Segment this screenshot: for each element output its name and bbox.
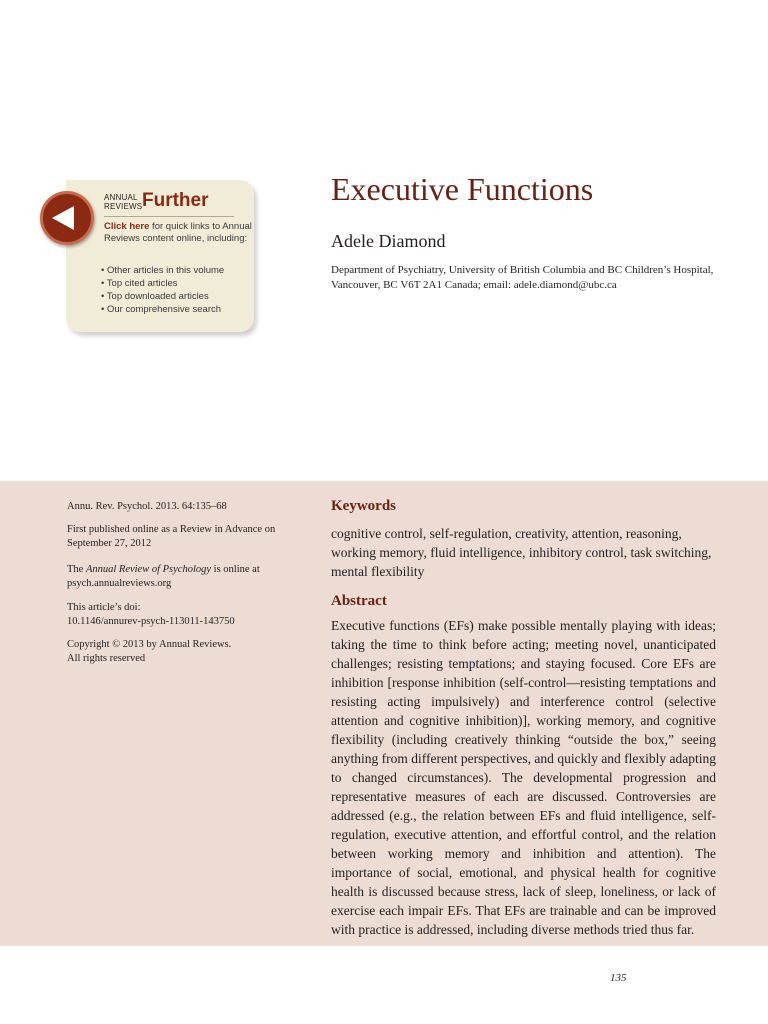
online-prefix: The: [67, 564, 86, 575]
logo-line2: REVIEWS: [104, 202, 143, 211]
citation: Annu. Rev. Psychol. 2013. 64:135–68: [67, 501, 227, 512]
further-divider: [104, 216, 234, 217]
further-link-other-articles[interactable]: • Other articles in this volume: [101, 265, 225, 276]
author-name: Adele Diamond: [331, 231, 446, 251]
doi-label: This article’s doi:: [67, 602, 141, 613]
copyright: Copyright © 2013 by Annual Reviews.: [67, 639, 232, 650]
further-link-top-cited[interactable]: • Top cited articles: [101, 278, 178, 289]
rights: All rights reserved: [67, 653, 146, 664]
first-published: First published online as a Review in Advance on September 27, 2012: [67, 524, 276, 549]
further-desc-text: for quick links to Annual Reviews content online, including:: [104, 221, 252, 244]
further-play-button[interactable]: [40, 191, 94, 245]
abstract-text: Executive functions (EFs) make possible mentally playing with ideas; taking the time to think before acting; meeting novel, unanticipated challenges; resisting temptations; and staying focused. Core EFs are inhibition [response inhibition (self-control—resisting temptations and resisting acting impulsively) and interference control (selective attention and cognitive inhibition)], working memory, and cognitive flexibility (including creatively thinking “outside the box,” seeing anything from different perspectives, and quickly and flexibly adapting to changed circumstances). The developmental progression and representative measures of each are discussed. Controversies are addressed (e.g., the relation between EFs and fluid intelligence, self-regulation, executive attention, and effortful control, and the relation between working memory and inhibition and attention). The importance of social, emotional, and physical health for cognitive health is discussed because stress, lack of sleep, loneliness, or lack of exercise each impair EFs. That EFs are trainable and can be improved with practice is addressed, including diverse methods tried thus far.: [331, 618, 716, 937]
keywords-heading: Keywords: [331, 498, 396, 514]
online-note: [67, 563, 267, 591]
doi-value[interactable]: 10.1146/annurev-psych-113011-143750: [67, 616, 235, 627]
author-affiliation: Department of Psychiatry, University of British Columbia and BC Children’s Hospital, Vancouver, BC V6T 2A1 Canada; email: adele.diamond@ubc.ca: [331, 264, 714, 291]
annual-reviews-logo: [104, 193, 142, 211]
further-title: Further: [142, 190, 209, 211]
journal-name: Annual Review of Psychology: [85, 564, 212, 575]
further-description: [104, 221, 254, 244]
page-number: 135: [610, 972, 627, 984]
keywords-text: cognitive control, self-regulation, creativity, attention, reasoning, working memory, fluid intelligence, inhibitory control, task switching, mental flexibility: [331, 526, 712, 579]
article-title: Executive Functions: [331, 171, 594, 207]
online-suffix: is online at psych.annualreviews.org: [67, 564, 260, 589]
further-link-search[interactable]: • Our comprehensive search: [101, 304, 222, 315]
abstract-heading: Abstract: [331, 593, 387, 609]
play-arrow-icon: [52, 206, 74, 230]
further-link-top-downloaded[interactable]: • Top downloaded articles: [101, 291, 209, 302]
further-links-list: [101, 264, 224, 316]
click-here-link[interactable]: Click here: [104, 221, 150, 232]
logo-line1: ANNUAL: [104, 193, 138, 202]
